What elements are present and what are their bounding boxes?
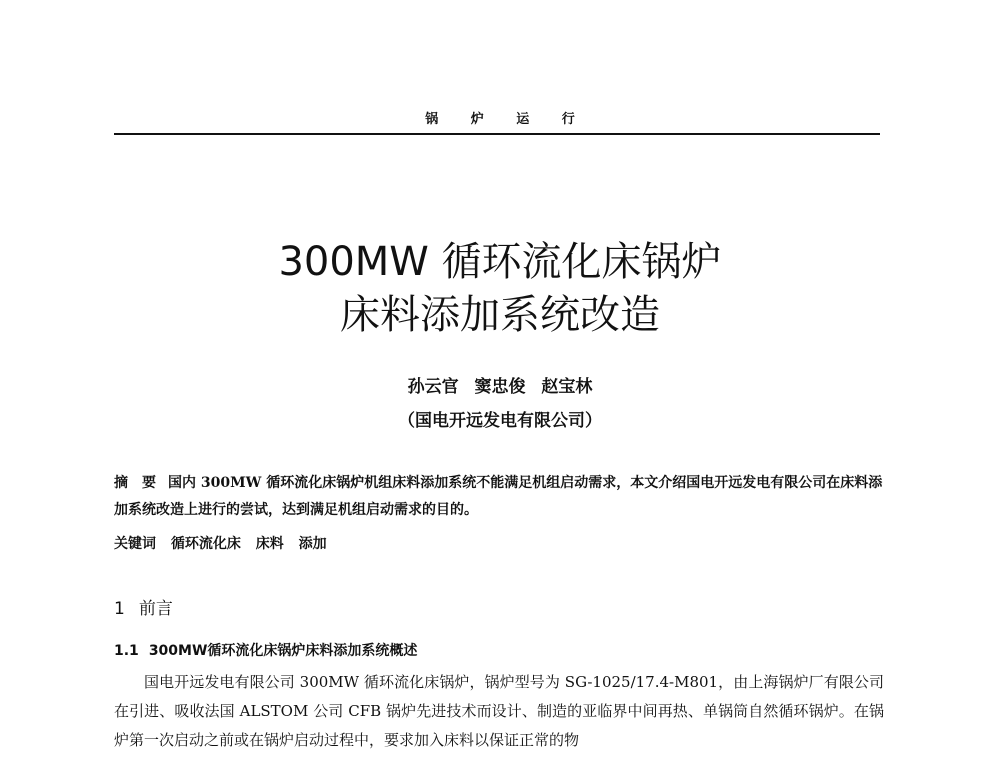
body-paragraph: 国电开远发电有限公司 300MW 循环流化床锅炉，锅炉型号为 SG-1025/17.4-M801，由上海锅炉厂有限公司在引进、吸收法国 ALSTOM 公司 CFB 锅炉先进技术而设计、制造的亚临界中间再热、单锅筒自然循环锅炉。在锅炉第一次启动之前或在锅炉启动过程中，要求加入床料以保证正常的物 [114, 673, 884, 749]
running-header: 锅 炉 运 行 [425, 112, 589, 127]
header-rule [114, 133, 880, 135]
affiliation: （国电开远发电有限公司） [398, 411, 602, 431]
section-heading [114, 594, 173, 619]
abstract [114, 470, 884, 524]
article-title [0, 236, 1000, 342]
author-1: 孙云官 [407, 377, 459, 397]
article-title-line-1: 300MW 循环流化床锅炉 [278, 239, 722, 285]
article-title-line-2: 床料添加系统改造 [340, 292, 660, 338]
author-3: 赵宝林 [541, 377, 593, 397]
keyword-1: 循环流化床 [170, 536, 241, 552]
author-2: 窦忠俊 [474, 377, 526, 397]
subsection-title: 300MW循环流化床锅炉床料添加系统概述 [148, 643, 418, 659]
section-number: 1 [114, 599, 125, 619]
keyword-3: 添加 [298, 536, 327, 552]
keywords-label: 关键词 [114, 536, 156, 552]
abstract-text: 国内 300MW 循环流化床锅炉机组床料添加系统不能满足机组启动需求，本文介绍国电开远发电有限公司在床料添加系统改造上进行的尝试，达到满足机组启动需求的目的。 [114, 475, 883, 518]
abstract-label: 摘 要 [114, 475, 156, 491]
subsection-heading [114, 640, 417, 660]
section-title: 前言 [138, 599, 173, 619]
authors [0, 372, 1000, 397]
subsection-number: 1.1 [114, 643, 139, 659]
keywords [114, 533, 884, 553]
keyword-2: 床料 [255, 536, 284, 552]
